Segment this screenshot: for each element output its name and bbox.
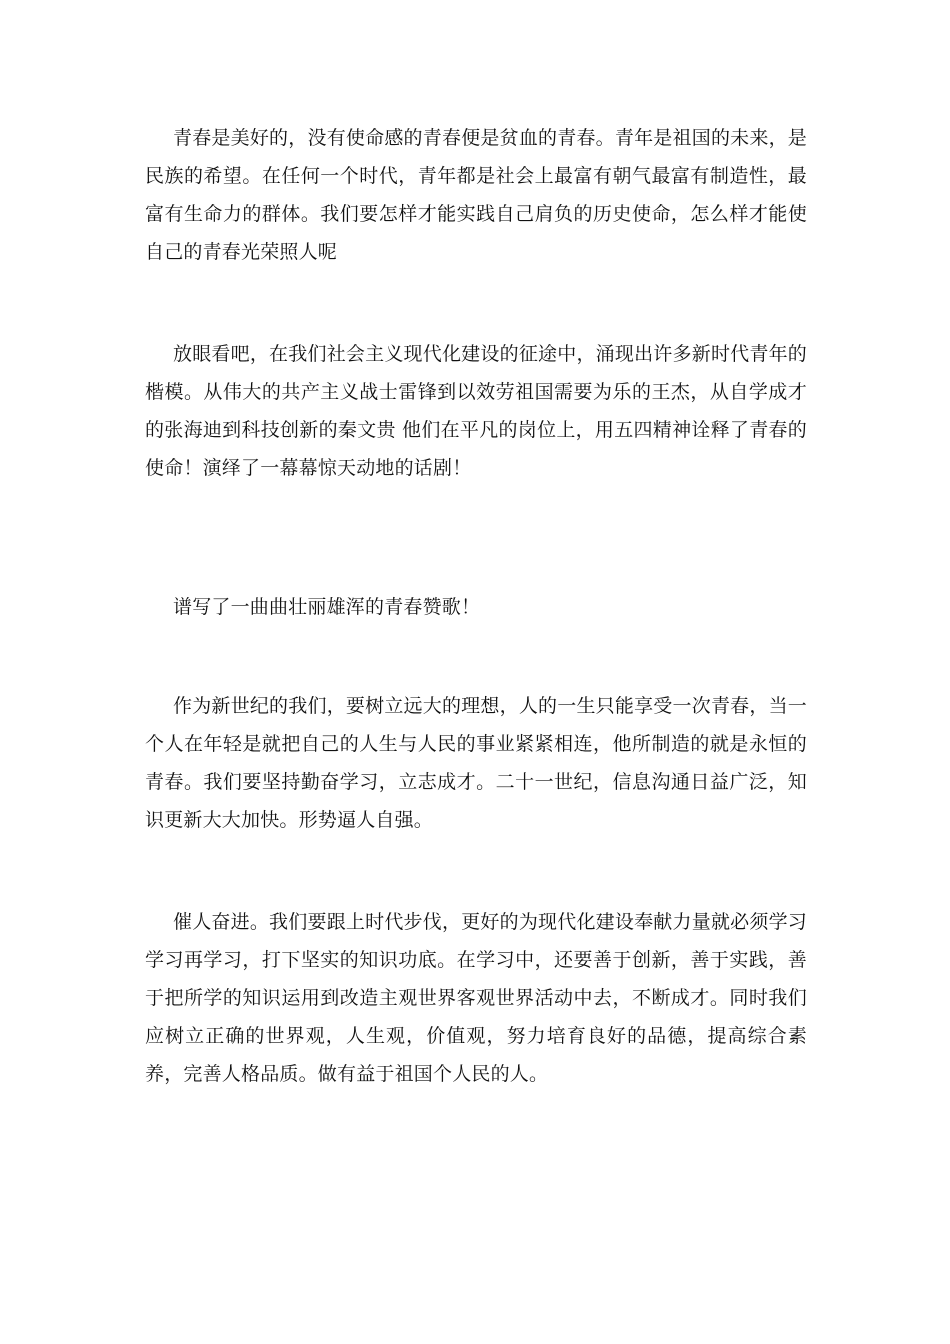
paragraph-1: 青春是美好的，没有使命感的青春便是贫血的青春。青年是祖国的未来，是民族的希望。在任何一个时代，青年都是社会上最富有朝气最富有制造性，最富有生命力的群体。我们要怎样才能实践自己肩负的历史使命，怎么样才能使自己的青春光荣照人呢 — [145, 127, 807, 263]
paragraph-2: 放眼看吧，在我们社会主义现代化建设的征途中，涌现出许多新时代青年的楷模。从伟大的共产主义战士雷锋到以效劳祖国需要为乐的王杰，从自学成才的张海迪到科技创新的秦文贵 他们在平凡的岗位上，用五四精神诠释了青春的使命！演绎了一幕幕惊天动地的话剧！ — [145, 343, 807, 479]
paragraph-4: 作为新世纪的我们，要树立远大的理想，人的一生只能享受一次青春，当一个人在年轻是就把自己的人生与人民的事业紧紧相连，他所制造的就是永恒的青春。我们要坚持勤奋学习，立志成才。二十一世纪，信息沟通日益广泛，知识更新大大加快。形势逼人自强。 — [145, 695, 807, 831]
paragraph-5: 催人奋进。我们要跟上时代步伐，更好的为现代化建设奉献力量就必须学习学习再学习，打下坚实的知识功底。在学习中，还要善于创新，善于实践，善于把所学的知识运用到改造主观世界客观世界活动中去，不断成才。同时我们应树立正确的世界观，人生观，价值观，努力培育良好的品德，提高综合素养，完善人格品质。做有益于祖国个人民的人。 — [145, 911, 807, 1085]
paragraph-3: 谱写了一曲曲壮丽雄浑的青春赞歌！ — [173, 596, 481, 618]
